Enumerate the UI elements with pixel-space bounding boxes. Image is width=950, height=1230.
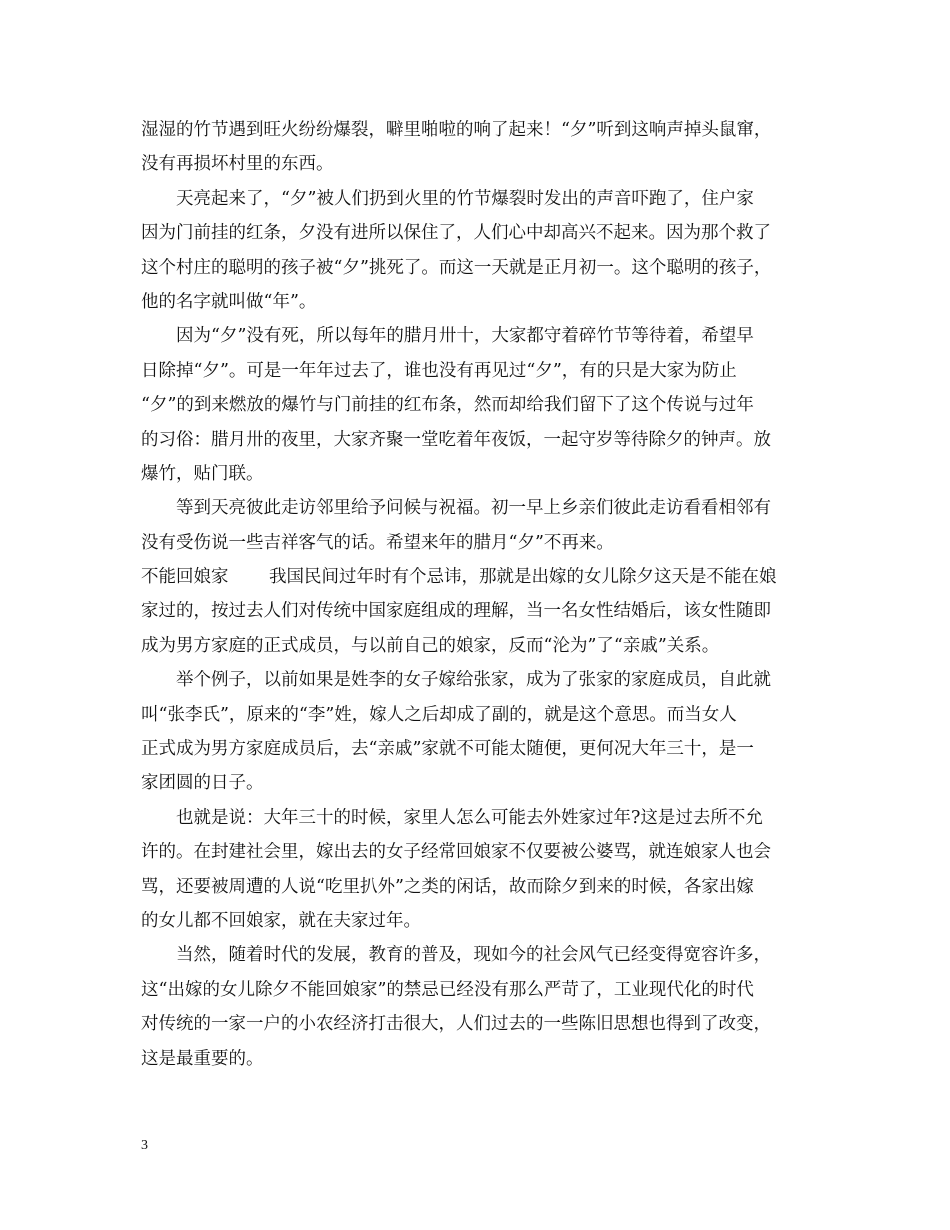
- text-line: 的习俗：腊月卅的夜里，大家齐聚一堂吃着年夜饭，一起守岁等待除夕的钟声。放: [141, 429, 771, 450]
- text-line: 家团圆的日子。: [141, 773, 264, 794]
- text-line: 成为男方家庭的正式成员，与以前自己的娘家，反而“沦为”了“亲戚”关系。: [141, 635, 720, 656]
- paragraph-4: [141, 491, 821, 560]
- text-line: 的女儿都不回娘家，就在夫家过年。: [141, 910, 421, 931]
- text-line: 举个例子，以前如果是姓李的女子嫁给张家，成为了张家的家庭成员，自此就: [176, 670, 771, 691]
- text-line: 这个村庄的聪明的孩子被“夕”挑死了。而这一天就是正月初一。这个聪明的孩子，: [141, 257, 772, 278]
- paragraph-5: [141, 560, 821, 663]
- text-line: “夕”的到来燃放的爆竹与门前挂的红布条，然而却给我们留下了这个传说与过年: [141, 395, 754, 416]
- text-line: 他的名字就叫做“年”。: [141, 291, 317, 312]
- text-line: 因为“夕”没有死，所以每年的腊月卅十，大家都守着碎竹节等待着，希望早: [176, 326, 754, 347]
- text-run: 我国民间过年时有个忌讳，那就是出嫁的女儿除夕这天是不能在娘: [269, 567, 777, 588]
- paragraph-8: [141, 938, 821, 1076]
- text-line: 没有受伤说一些吉祥客气的话。希望来年的腊月“夕”不再来。: [141, 532, 614, 553]
- paragraph-7: [141, 801, 821, 939]
- text-line: 许的。在封建社会里，嫁出去的女子经常回娘家不仅要被公婆骂，就连娘家人也会: [141, 842, 771, 863]
- text-line: 骂，还要被周遭的人说“吃里扒外”之类的闲话，故而除夕到来的时候，各家出嫁: [141, 876, 754, 897]
- text-line: 因为门前挂的红条，夕没有进所以保住了，人们心中却高兴不起来。因为那个救了: [141, 223, 771, 244]
- text-line: 爆竹，贴门联。: [141, 463, 264, 484]
- paragraph-3: [141, 319, 821, 491]
- text-line: 正式成为男方家庭成员后，去“亲戚”家就不可能太随便，更何况大年三十，是一: [141, 739, 754, 760]
- text-line: [141, 560, 821, 594]
- text-line: 这是最重要的。: [141, 1048, 264, 1069]
- text-line: 这“出嫁的女儿除夕不能回娘家”的禁忌已经没有那么严苛了，工业现代化的时代: [141, 979, 754, 1000]
- paragraph-2: [141, 182, 821, 320]
- page-number: 3: [141, 1138, 148, 1153]
- body-text: [141, 113, 821, 1076]
- paragraph-6: [141, 663, 821, 801]
- section-heading: 不能回娘家: [141, 567, 229, 588]
- text-line: 天亮起来了，“夕”被人们扔到火里的竹节爆裂时发出的声音吓跑了，住户家: [176, 188, 754, 209]
- text-line: 日除掉“夕”。可是一年年过去了，谁也没有再见过“夕”，有的只是大家为防止: [141, 360, 737, 381]
- text-line: 等到天亮彼此走访邻里给予问候与祝福。初一早上乡亲们彼此走访看看相邻有: [176, 498, 771, 519]
- text-line: 当然，随着时代的发展，教育的普及，现如今的社会风气已经变得宽容许多，: [176, 945, 771, 966]
- text-line: 家过的，按过去人们对传统中国家庭组成的理解，当一名女性结婚后，该女性随即: [141, 601, 771, 622]
- text-line: 对传统的一家一户的小农经济打击很大，人们过去的一些陈旧思想也得到了改变，: [141, 1014, 771, 1035]
- text-line: 也就是说：大年三十的时候，家里人怎么可能去外姓家过年?这是过去所不允: [176, 807, 763, 828]
- paragraph-1: [141, 113, 821, 182]
- text-line: 叫“张李氏”，原来的“李”姓，嫁人之后却成了副的，就是这个意思。而当女人: [141, 704, 737, 725]
- text-line: 湿湿的竹节遇到旺火纷纷爆裂，噼里啪啦的响了起来！“夕”听到这响声掉头鼠窜，: [141, 120, 772, 140]
- text-line: 没有再损坏村里的东西。: [141, 154, 334, 175]
